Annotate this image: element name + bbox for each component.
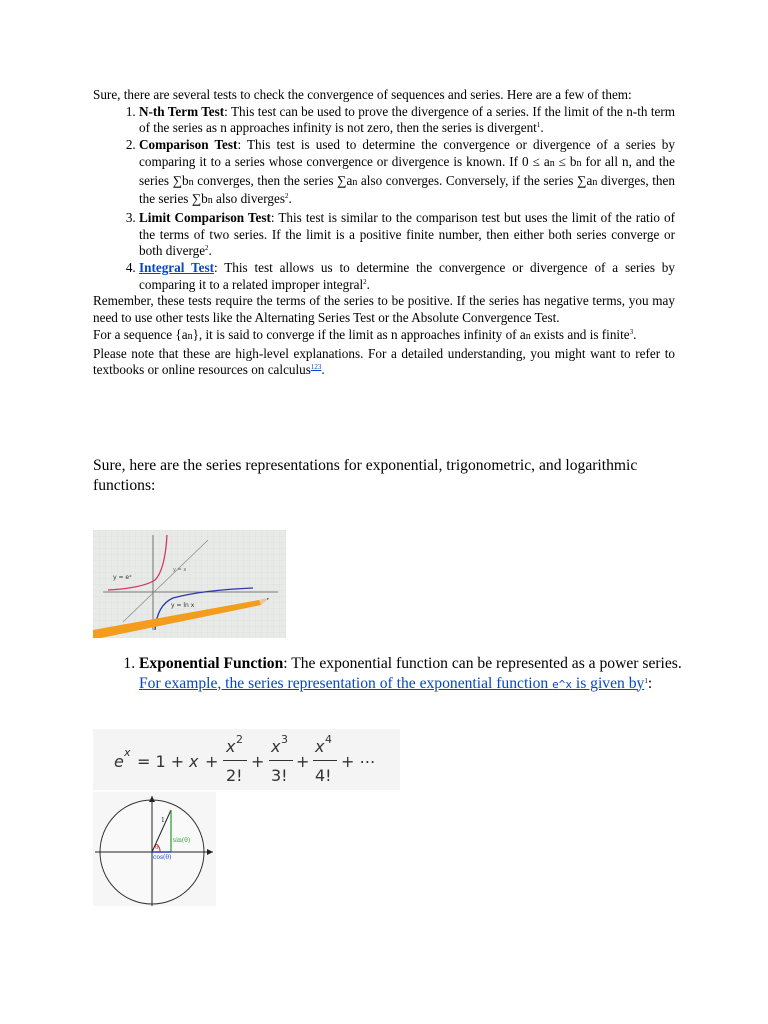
sequence-paragraph: For a sequence {an}, it is said to converge if the limit as n approaches infinity of an exists and is finite$^3$. <box>93 326 637 342</box>
test-name: Limit Comparison Test <box>139 209 271 225</box>
test-name: Comparison Test <box>139 137 238 153</box>
exponential-function-item: 1. Exponential Function: The exponential function can be represented as a power series. For example, the series representation of the exponential function e^x is given $by^1$: <box>139 654 699 694</box>
test-item-integral: 4. Integral Test: This test allows us to determine the convergence or divergence of a series by comparing it to a related improper integral$^2$. <box>139 260 675 293</box>
yx-line-label: y = x <box>173 567 187 573</box>
example-link[interactable]: For example, the series representation of the exponential function e^x is given by <box>139 674 645 692</box>
unit-circle-diagram <box>93 792 216 906</box>
ex-curve-label: y = eˣ <box>113 574 132 581</box>
test-name: N-th Term Test <box>139 103 225 119</box>
document-body <box>93 87 675 379</box>
intro-paragraph: Sure, there are several tests to check the convergence of sequences and series. Here are a few of them: <box>93 87 632 102</box>
functions-list <box>93 654 699 694</box>
test-item-comparison: 2. Comparison Test: This test is used to determine the convergence or divergence of a series by comparing it to a series whose convergence or divergence is known. If 0 ≤ an ≤ bn for all n, and the series ∑bn converges, then the series ∑an also converges. Conversely, if the series ∑an diverges, then the series ∑bn also diverges$^2$. <box>139 137 675 210</box>
series-intro: Sure, here are the series representations for exponential, trigonometric, and logarithmic functions: <box>93 457 638 494</box>
exponential-series-formula: e x = 1 + x + x 2 2! + x 3 3! + x 4 4! + ⋯ <box>93 729 400 790</box>
integral-test-link[interactable]: Integral Test <box>139 260 214 276</box>
theta-label: θ <box>155 844 159 851</box>
function-name: Exponential Function <box>139 655 284 672</box>
radius-label: 1 <box>161 817 165 824</box>
test-item-limit-comparison: 3. Limit Comparison Test: This test is similar to the comparison test but uses the limit of the ratio of the terms of two series. If the limit is a positive finite number, then either both series converge or both diverge$^2$. <box>139 210 675 260</box>
graph-image <box>93 530 286 638</box>
cos-label: cos(θ) <box>153 854 172 861</box>
sin-label: sin(θ) <box>173 837 191 844</box>
unit-circle-image <box>93 792 216 906</box>
remember-paragraph: Remember, these tests require the terms of the series to be positive. If the series has negative terms, you may need to use other tests like the Alternating Series Test or the Absolute Convergence Test. <box>93 293 675 326</box>
tests-list <box>93 104 675 294</box>
citation-link[interactable]: 123 <box>310 363 322 372</box>
lnx-curve-label: y = ln x <box>171 602 195 609</box>
exp-log-graph-illustration <box>93 530 286 638</box>
note-paragraph: Please note that these are high-level explanations. For a detailed understanding, you might want to refer to textbooks or online resources on calculus$^{123}$. <box>93 345 675 378</box>
test-item-nth-term: 1. N-th Term Test: This test can be used to prove the divergence of a series. If the limit of the n-th term of the series as n approaches infinity is not zero, then the series is divergent$^1$. <box>139 104 675 137</box>
